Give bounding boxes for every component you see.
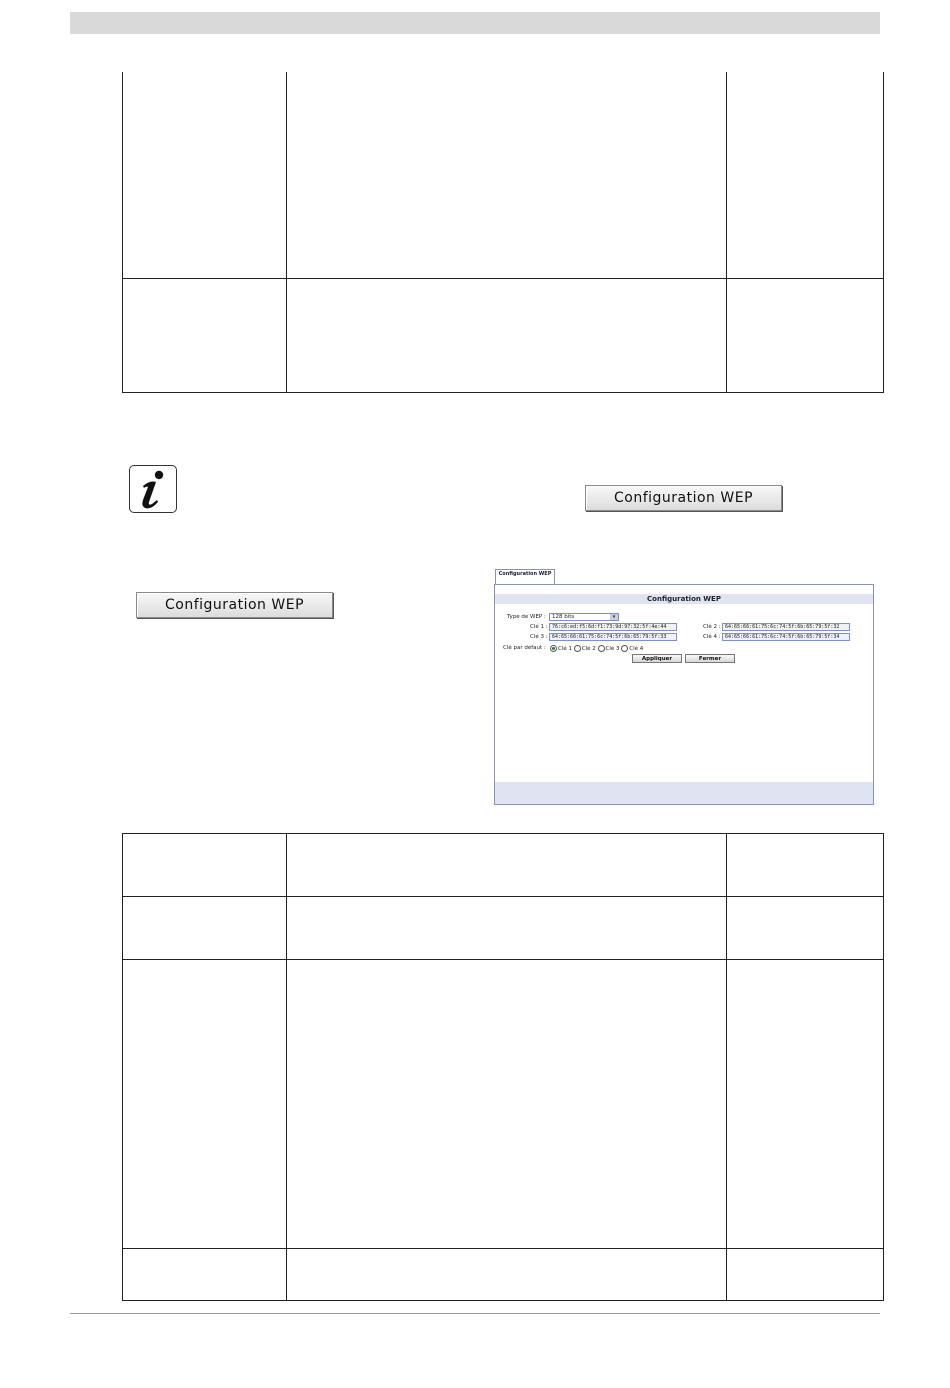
configuration-wep-button-inline[interactable]: Configuration WEP <box>585 485 782 511</box>
wep-config-panel <box>494 584 874 805</box>
configuration-wep-button[interactable]: Configuration WEP <box>136 592 333 618</box>
radio-key2[interactable]: Clé 2 <box>574 646 596 652</box>
key4-field[interactable]: 64:65:66:61:75:6c:74:5f:6b:65:79:5f:34 <box>722 633 850 641</box>
radio-key3[interactable]: Clé 3 <box>598 646 620 652</box>
wep-type-label: Type de WEP : <box>507 614 546 620</box>
key4-label: Clé 4 : <box>703 634 721 640</box>
wep-type-select[interactable]: 128 bits ▾ <box>549 613 619 621</box>
key2-label: Clé 2 : <box>703 624 721 630</box>
tab-configuration-wep[interactable]: Configuration WEP <box>495 569 555 585</box>
key1-field[interactable]: 76:c6:ed:f5:6d:f1:73:9d:97:32:5f:4e:44 <box>549 623 677 631</box>
page-footer-rule <box>70 1313 880 1314</box>
radio-key1[interactable]: Clé 1 <box>550 646 572 652</box>
page-header-bar <box>70 12 880 34</box>
key3-field[interactable]: 64:65:66:61:75:6c:74:5f:6b:65:79:5f:33 <box>549 633 677 641</box>
key3-label: Clé 3 : <box>530 634 548 640</box>
default-key-label: Clé par défaut : <box>503 645 546 651</box>
panel-title: Configuration WEP <box>495 594 873 604</box>
apply-button[interactable]: Appliquer <box>632 654 682 663</box>
key2-field[interactable]: 64:65:66:61:75:6c:74:5f:6b:65:79:5f:32 <box>722 623 850 631</box>
panel-footer-band <box>495 782 873 804</box>
close-button[interactable]: Fermer <box>685 654 735 663</box>
key1-label: Clé 1 : <box>530 624 548 630</box>
default-key-radios <box>550 645 643 652</box>
radio-key4[interactable]: Clé 4 <box>621 646 643 652</box>
info-icon <box>129 465 177 513</box>
chevron-down-icon: ▾ <box>610 614 618 620</box>
